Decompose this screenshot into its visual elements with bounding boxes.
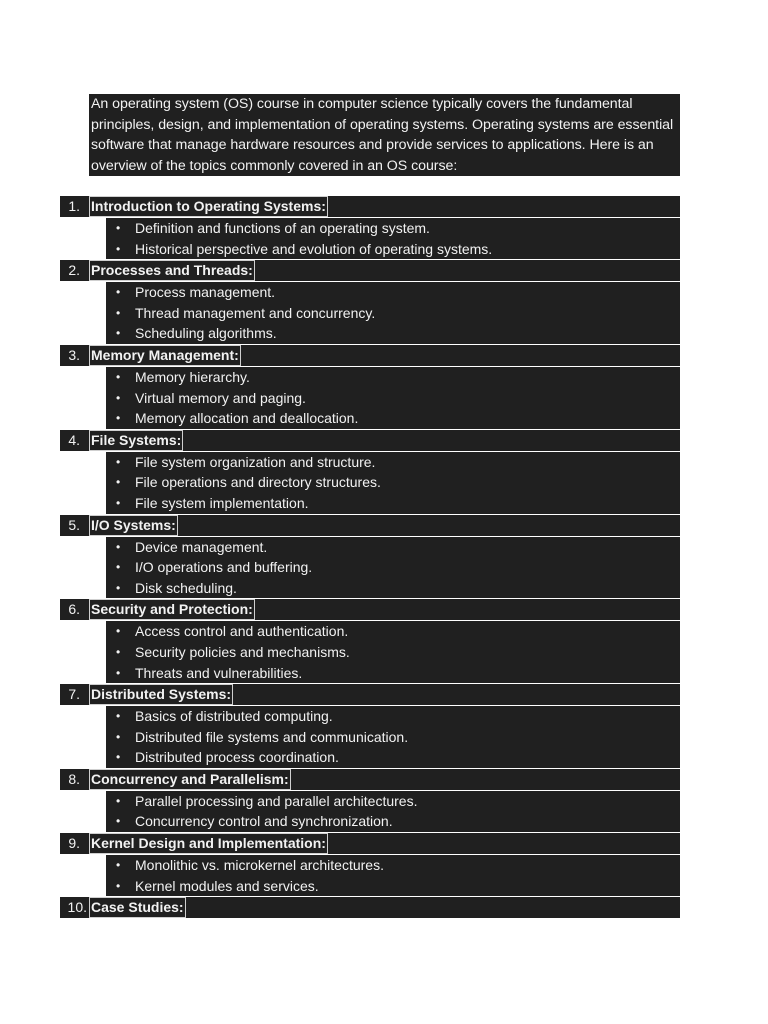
outline-section [0, 599, 768, 683]
bullet-icon: • [116, 221, 121, 235]
section-bullet-list [106, 706, 680, 768]
outline-section [0, 769, 768, 832]
list-item [106, 452, 680, 473]
section-title: I/O Systems: [89, 515, 178, 536]
list-item [106, 472, 680, 493]
section-heading-row [0, 430, 768, 451]
list-item-text: Disk scheduling. [135, 579, 237, 596]
list-item-text: Access control and authentication. [135, 623, 349, 640]
section-heading-row [0, 684, 768, 705]
list-item [106, 621, 680, 642]
bullet-icon: • [116, 241, 121, 256]
list-item-text: Basics of distributed computing. [135, 708, 333, 725]
list-item [106, 706, 680, 727]
bullet-icon: • [116, 665, 121, 680]
list-item-text: File system implementation. [135, 494, 309, 511]
list-item [106, 323, 680, 344]
list-item-text: Scheduling algorithms. [135, 325, 277, 342]
section-heading-row [0, 769, 768, 790]
section-title: Concurrency and Parallelism: [89, 769, 291, 790]
bullet-icon: • [116, 454, 121, 469]
section-number: 7. [60, 684, 89, 705]
list-item [106, 493, 680, 514]
section-heading-row [0, 196, 768, 217]
section-heading-row [0, 515, 768, 536]
list-item [106, 303, 680, 324]
section-number: 2. [60, 260, 89, 281]
list-item [106, 367, 680, 388]
bullet-icon: • [116, 709, 121, 724]
section-title: Case Studies: [89, 897, 186, 918]
bullet-icon: • [116, 729, 121, 744]
list-item-text: Monolithic vs. microkernel architectures. [135, 857, 384, 874]
bullet-icon: • [116, 644, 121, 659]
outline-section [0, 196, 768, 259]
bullet-icon: • [116, 495, 121, 510]
list-item-text: Threats and vulnerabilities. [135, 664, 303, 681]
list-item-text: Process management. [135, 284, 276, 301]
bullet-icon: • [116, 369, 121, 384]
list-item-text: Definition and functions of an operating system. [135, 220, 430, 236]
list-item [106, 239, 680, 260]
outline-section [0, 345, 768, 429]
list-item [106, 727, 680, 748]
bullet-icon: • [116, 750, 121, 765]
list-item [106, 408, 680, 429]
bullet-icon: • [116, 305, 121, 320]
section-number: 8. [60, 769, 89, 790]
list-item [106, 557, 680, 578]
outline-section [0, 515, 768, 599]
list-item [106, 747, 680, 768]
list-item-text: Virtual memory and paging. [135, 389, 306, 406]
list-item-text: Thread management and concurrency. [135, 304, 376, 321]
list-item [106, 876, 680, 897]
bullet-icon: • [116, 560, 121, 575]
section-heading-row [0, 345, 768, 366]
bullet-icon: • [116, 858, 121, 873]
section-heading-row [0, 260, 768, 281]
outline-section [0, 833, 768, 896]
section-heading-row [0, 833, 768, 854]
list-item [106, 855, 680, 876]
bullet-icon: • [116, 285, 121, 300]
section-bullet-list [106, 537, 680, 599]
section-number: 5. [60, 515, 89, 536]
section-bullet-list [106, 791, 680, 832]
list-item [106, 811, 680, 832]
bullet-icon: • [116, 539, 121, 554]
outline-section [0, 897, 768, 918]
section-number: 6. [60, 599, 89, 620]
section-bullet-list [106, 367, 680, 429]
list-item-text: I/O operations and buffering. [135, 559, 313, 576]
list-item-text: Concurrency control and synchronization. [135, 813, 393, 830]
bullet-icon: • [116, 793, 121, 808]
section-title: Introduction to Operating Systems: [89, 196, 328, 217]
bullet-icon: • [116, 624, 121, 639]
list-item-text: Security policies and mechanisms. [135, 643, 350, 660]
bullet-icon: • [116, 878, 121, 893]
list-item [106, 388, 680, 409]
bullet-icon: • [116, 390, 121, 405]
bullet-icon: • [116, 580, 121, 595]
list-item [106, 218, 680, 239]
section-bullet-list [106, 855, 680, 896]
list-item-text: Distributed file systems and communication. [135, 728, 409, 745]
intro-paragraph: An operating system (OS) course in computer science typically covers the fundamental principles, design, and implementation of operating systems. Operating systems are essential software that manage hardware resources and provide services to applications. Here is an overview of the topics commonly covered in an OS course: [89, 94, 680, 176]
list-item [106, 642, 680, 663]
section-number: 9. [60, 833, 89, 854]
section-title: Memory Management: [89, 345, 241, 366]
section-title: File Systems: [89, 430, 183, 451]
section-number: 1. [60, 196, 89, 217]
section-bullet-list [106, 452, 680, 514]
section-bullet-list [106, 218, 680, 259]
section-bullet-list [106, 621, 680, 683]
list-item-text: Memory allocation and deallocation. [135, 410, 359, 427]
bullet-icon: • [116, 411, 121, 426]
section-number: 10. [60, 897, 89, 918]
list-item-text: Device management. [135, 538, 268, 555]
topic-outline [0, 196, 768, 919]
section-title: Processes and Threads: [89, 260, 255, 281]
list-item-text: Memory hierarchy. [135, 368, 250, 385]
section-heading-row [0, 599, 768, 620]
outline-section [0, 430, 768, 514]
bullet-icon: • [116, 475, 121, 490]
list-item [106, 663, 680, 684]
list-item [106, 578, 680, 599]
list-item-text: File operations and directory structures. [135, 474, 381, 491]
outline-section [0, 684, 768, 768]
section-number: 4. [60, 430, 89, 451]
list-item-text: Parallel processing and parallel architectures. [135, 792, 418, 809]
list-item [106, 282, 680, 303]
section-heading-row [0, 897, 768, 918]
list-item [106, 791, 680, 812]
outline-section [0, 260, 768, 344]
list-item-text: Historical perspective and evolution of operating systems. [135, 240, 493, 257]
section-number: 3. [60, 345, 89, 366]
section-bullet-list [106, 282, 680, 344]
section-title: Security and Protection: [89, 599, 255, 620]
bullet-icon: • [116, 326, 121, 341]
list-item [106, 537, 680, 558]
list-item-text: Kernel modules and services. [135, 877, 319, 894]
section-title: Kernel Design and Implementation: [89, 833, 328, 854]
bullet-icon: • [116, 814, 121, 829]
list-item-text: File system organization and structure. [135, 453, 376, 470]
list-item-text: Distributed process coordination. [135, 749, 339, 766]
section-title: Distributed Systems: [89, 684, 233, 705]
